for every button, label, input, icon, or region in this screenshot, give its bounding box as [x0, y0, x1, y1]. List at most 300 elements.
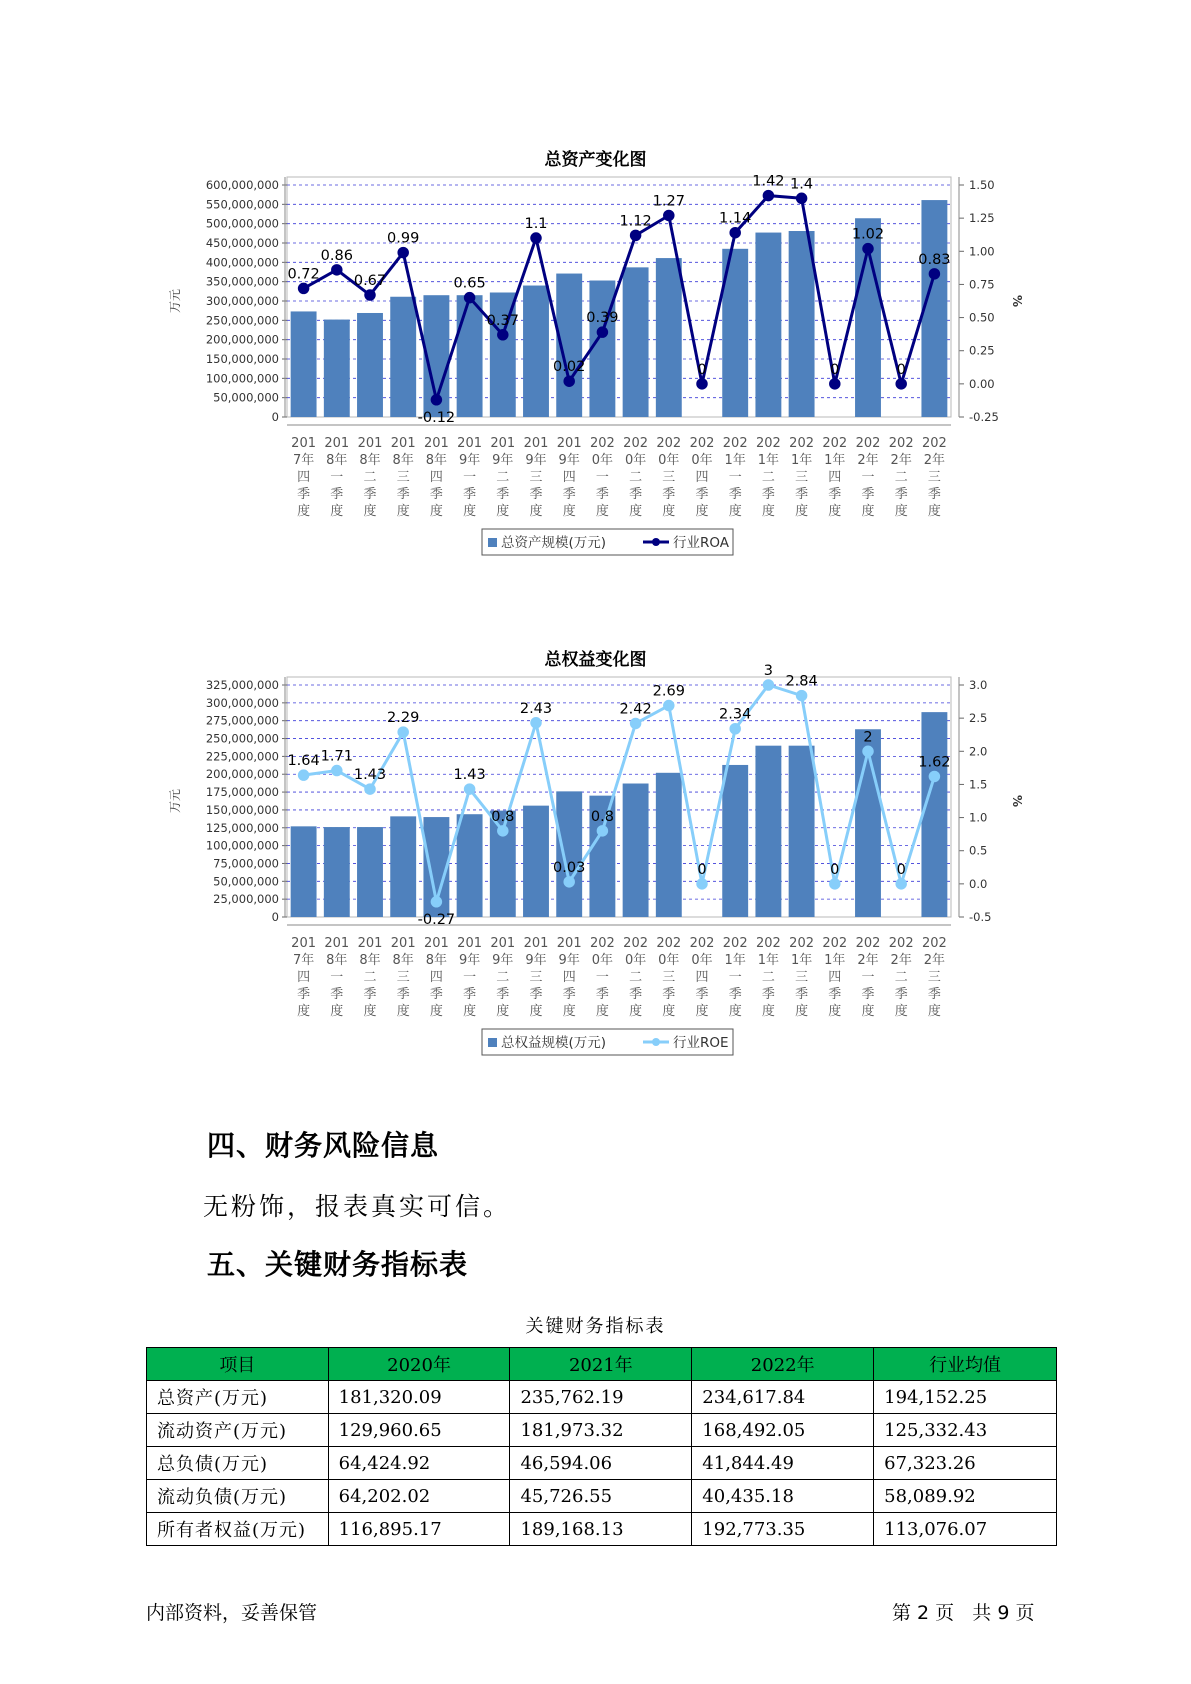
y-tick-label-right: 0.75 [969, 277, 995, 292]
bar [357, 827, 383, 917]
x-tick-label: 8年 [359, 953, 381, 968]
x-tick-label: 季 [396, 487, 410, 502]
line-point [365, 290, 375, 300]
x-tick-label: 四 [297, 470, 311, 485]
x-tick-label: 度 [761, 1004, 775, 1019]
x-tick-label: 季 [695, 487, 709, 502]
y-tick-label-left: 250,000,000 [205, 313, 279, 328]
x-tick-label: 二 [629, 970, 643, 985]
x-tick-label: 201 [457, 436, 483, 451]
x-tick-label: 三 [396, 970, 410, 985]
bar [291, 311, 317, 417]
x-tick-label: 四 [828, 970, 842, 985]
chart-title-total-assets: 总资产变化图 [544, 150, 647, 170]
x-tick-label: 四 [828, 470, 842, 485]
line-point [797, 691, 807, 701]
x-tick-label: 度 [297, 1004, 311, 1019]
y-tick-label-left: 150,000,000 [205, 352, 279, 366]
x-tick-label: 度 [761, 504, 775, 519]
x-tick-label: 季 [927, 987, 941, 1002]
section-heading-key-indicators: 五、关键财务指标表 [207, 1248, 469, 1281]
x-tick-label: 季 [795, 487, 809, 502]
x-tick-label: 二 [894, 470, 908, 485]
data-label: 1.43 [353, 767, 387, 784]
x-tick-label: 9年 [525, 453, 547, 468]
y-tick-label-left: 50,000,000 [213, 874, 279, 889]
line-point [597, 826, 607, 836]
x-tick-label: 一 [595, 970, 609, 985]
x-tick-label: 9年 [492, 453, 514, 468]
x-tick-label: 0年 [658, 953, 680, 968]
data-label: 0.02 [553, 359, 586, 376]
x-tick-label: 一 [463, 970, 477, 985]
x-tick-label: 201 [556, 436, 582, 451]
x-tick-label: 一 [861, 470, 875, 485]
y-tick-label-left: 225,000,000 [205, 749, 279, 764]
data-label: 1.64 [287, 753, 320, 770]
y-tick-label-left: 275,000,000 [205, 713, 279, 728]
legend-bar-swatch [488, 538, 497, 547]
x-tick-label: 三 [927, 970, 941, 985]
x-tick-label: 二 [496, 470, 510, 485]
x-tick-label: 度 [529, 504, 543, 519]
y-tick-label-left: 100,000,000 [205, 371, 279, 386]
line-point [531, 718, 541, 728]
x-tick-label: 季 [396, 987, 410, 1002]
bar [390, 297, 416, 417]
x-tick-label: 0年 [624, 953, 647, 968]
x-tick-label: 8年 [425, 453, 448, 468]
bar [623, 267, 649, 417]
x-tick-label: 一 [728, 970, 742, 985]
data-label: 2.34 [719, 706, 752, 723]
x-tick-label: 201 [357, 436, 383, 451]
y-axis-label-left: 万元 [168, 788, 182, 814]
x-tick-label: 2年 [890, 453, 912, 468]
y-axis-label-right: % [1010, 794, 1024, 808]
data-label: 1.4 [790, 176, 814, 193]
x-tick-label: 三 [529, 970, 543, 985]
y-tick-label-left: 325,000,000 [205, 678, 279, 692]
line-point [697, 879, 707, 889]
x-tick-label: 四 [562, 470, 576, 485]
data-label: 0.83 [918, 251, 951, 268]
data-label: 1.1 [524, 216, 548, 233]
x-tick-label: 四 [695, 970, 709, 985]
cell-value: 64,424.92 [328, 1447, 510, 1480]
x-tick-label: 201 [490, 936, 516, 951]
x-tick-label: 度 [695, 504, 709, 519]
x-tick-label: 202 [888, 436, 914, 451]
x-tick-label: 度 [396, 504, 410, 519]
y-axis-label-left: 万元 [168, 288, 182, 314]
x-tick-label: 度 [695, 1004, 709, 1019]
cell-value: 192,773.35 [692, 1513, 874, 1546]
line-point [465, 784, 475, 794]
legend-bar-swatch [488, 1038, 497, 1047]
y-tick-label-left: 50,000,000 [213, 390, 279, 405]
header-industry-average: 行业均值 [874, 1348, 1057, 1381]
y-tick-label-right: 0.00 [969, 376, 995, 391]
x-tick-label: 0年 [691, 953, 713, 968]
cell-value: 113,076.07 [874, 1513, 1057, 1546]
line-point [896, 379, 906, 389]
x-tick-label: 二 [761, 970, 775, 985]
x-tick-label: 一 [463, 470, 477, 485]
bar [789, 746, 815, 917]
data-label: 2.42 [619, 701, 652, 718]
line-point [365, 784, 375, 794]
line-point [631, 718, 641, 728]
bar [656, 773, 682, 917]
x-tick-label: 7年 [292, 453, 315, 468]
key-financial-table [146, 1347, 1057, 1546]
x-tick-label: 9年 [458, 953, 481, 968]
bar [623, 784, 649, 917]
bar [324, 320, 350, 417]
line-point [564, 877, 574, 887]
legend-line-marker [652, 538, 660, 546]
x-tick-label: 8年 [392, 453, 414, 468]
bar [324, 827, 350, 917]
data-label: 1.14 [719, 210, 752, 227]
bar [556, 791, 582, 917]
x-tick-label: 2年 [857, 953, 879, 968]
x-tick-label: 度 [828, 1004, 842, 1019]
x-tick-label: 度 [496, 504, 510, 519]
x-tick-label: 202 [589, 936, 615, 951]
data-label: 0 [830, 361, 840, 378]
x-tick-label: 度 [297, 504, 311, 519]
y-axis-label-right: % [1010, 294, 1024, 308]
x-tick-label: 季 [529, 487, 543, 502]
y-tick-label-right: 1.5 [969, 777, 988, 792]
footer-confidential-note: 内部资料，妥善保管 [146, 1602, 318, 1624]
y-tick-label-left: 350,000,000 [205, 274, 279, 289]
data-label: 1.62 [918, 754, 951, 771]
y-tick-label-right: 1.00 [969, 244, 995, 259]
x-tick-label: 季 [595, 487, 609, 502]
data-label: 2.69 [652, 683, 685, 700]
y-tick-label-left: 75,000,000 [213, 856, 279, 871]
y-tick-label-left: 0 [271, 910, 279, 924]
cell-value: 67,323.26 [874, 1447, 1057, 1480]
x-tick-label: 季 [662, 487, 676, 502]
x-tick-label: 度 [463, 1004, 477, 1019]
y-tick-label-left: 400,000,000 [205, 255, 279, 270]
line-point [730, 228, 740, 238]
line-point [431, 897, 441, 907]
y-tick-label-left: 0 [271, 410, 279, 424]
table-row [147, 1414, 1057, 1447]
data-label: 0.8 [590, 808, 614, 825]
x-tick-label: 度 [927, 504, 941, 519]
x-tick-label: 度 [496, 1004, 510, 1019]
cell-value: 125,332.43 [874, 1414, 1057, 1447]
line-point [332, 766, 342, 776]
y-tick-label-right: 1.25 [969, 211, 995, 226]
table-header-row [147, 1348, 1057, 1381]
x-tick-label: 季 [463, 987, 477, 1002]
x-tick-label: 二 [761, 470, 775, 485]
x-tick-label: 季 [330, 487, 344, 502]
x-tick-label: 1年 [790, 453, 813, 468]
x-tick-label: 202 [722, 436, 748, 451]
y-tick-label-right: -0.25 [969, 410, 999, 424]
line-point [697, 379, 707, 389]
bar [357, 313, 383, 417]
data-label: 0 [896, 361, 906, 378]
table-row [147, 1513, 1057, 1546]
data-label: 2.84 [785, 673, 818, 690]
x-tick-label: 三 [396, 470, 410, 485]
x-tick-label: 201 [291, 936, 317, 951]
legend-line-marker [652, 1038, 660, 1046]
data-label: 1.02 [851, 226, 885, 243]
data-label: 0.8 [491, 808, 515, 825]
y-tick-label-right: 1.0 [969, 810, 988, 825]
cell-value: 189,168.13 [510, 1513, 692, 1546]
x-tick-label: 度 [562, 1004, 576, 1019]
x-tick-label: 季 [529, 987, 543, 1002]
x-tick-label: 度 [894, 504, 908, 519]
x-tick-label: 1年 [757, 953, 780, 968]
x-tick-label: 季 [297, 987, 311, 1002]
y-tick-label-left: 500,000,000 [205, 216, 279, 231]
y-tick-label-right: 0.25 [969, 343, 995, 358]
x-tick-label: 0年 [591, 453, 614, 468]
line-point [763, 191, 773, 201]
x-tick-label: 2年 [857, 453, 879, 468]
x-tick-label: 202 [822, 936, 848, 951]
x-tick-label: 1年 [724, 453, 746, 468]
financial-risk-text: 无粉饰，报表真实可信。 [203, 1192, 512, 1221]
cell-value: 234,617.84 [692, 1381, 874, 1414]
x-tick-label: 一 [330, 970, 344, 985]
bar [755, 233, 781, 417]
table-caption: 关键财务指标表 [525, 1316, 666, 1337]
x-tick-label: 度 [363, 504, 377, 519]
x-tick-label: 三 [795, 470, 809, 485]
x-tick-label: 度 [861, 504, 875, 519]
x-tick-label: 季 [297, 487, 311, 502]
x-tick-label: 度 [861, 1004, 875, 1019]
x-tick-label: 1年 [824, 453, 846, 468]
x-tick-label: 1年 [790, 953, 813, 968]
x-tick-label: 201 [457, 936, 483, 951]
cell-value: 181,320.09 [328, 1381, 510, 1414]
x-tick-label: 202 [623, 936, 649, 951]
data-label: 1.27 [652, 193, 685, 210]
data-label: 0.03 [553, 859, 586, 876]
data-label: -0.12 [417, 409, 456, 426]
x-tick-label: 季 [761, 487, 775, 502]
data-label: 1.71 [320, 748, 353, 765]
bar [457, 814, 483, 917]
x-tick-label: 二 [363, 470, 377, 485]
x-tick-label: 二 [894, 970, 908, 985]
x-tick-label: 2年 [923, 953, 946, 968]
line-point [929, 771, 939, 781]
legend-line-label: 行业ROE [673, 1035, 729, 1051]
data-label: 0 [830, 861, 840, 878]
y-tick-label-left: 25,000,000 [213, 892, 279, 907]
cell-value: 64,202.02 [328, 1480, 510, 1513]
x-tick-label: 度 [396, 1004, 410, 1019]
line-point [664, 701, 674, 711]
data-label: 3 [763, 663, 774, 679]
x-tick-label: 三 [927, 470, 941, 485]
x-tick-label: 201 [324, 436, 350, 451]
cell-value: 129,960.65 [328, 1414, 510, 1447]
x-tick-label: 季 [728, 987, 742, 1002]
table-row [147, 1480, 1057, 1513]
header-2020: 2020年 [328, 1348, 510, 1381]
y-tick-label-left: 150,000,000 [205, 802, 279, 817]
x-tick-label: 201 [390, 936, 416, 951]
x-tick-label: 0年 [624, 453, 647, 468]
cell-value: 41,844.49 [692, 1447, 874, 1480]
line-point [929, 269, 939, 279]
data-label: 0.67 [353, 273, 387, 290]
x-tick-label: 二 [496, 970, 510, 985]
x-tick-label: 9年 [525, 953, 547, 968]
x-tick-label: 8年 [326, 953, 348, 968]
x-tick-label: 三 [795, 970, 809, 985]
x-tick-label: 202 [589, 436, 615, 451]
line-point [730, 724, 740, 734]
x-tick-label: 三 [529, 470, 543, 485]
x-tick-label: 202 [623, 436, 649, 451]
y-tick-label-right: 0.0 [969, 876, 988, 891]
row-label: 总负债(万元) [147, 1447, 329, 1480]
x-tick-label: 四 [429, 470, 443, 485]
x-tick-label: 8年 [359, 453, 381, 468]
x-tick-label: 202 [855, 436, 881, 451]
legend-bar-label: 总权益规模(万元) [501, 1035, 607, 1051]
x-tick-label: 季 [496, 487, 510, 502]
x-tick-label: 季 [629, 987, 643, 1002]
x-tick-label: 度 [429, 1004, 443, 1019]
data-label: 0.72 [287, 266, 320, 283]
x-tick-label: 季 [861, 487, 875, 502]
x-tick-label: 202 [722, 936, 748, 951]
line-point [332, 265, 342, 275]
x-tick-label: 季 [861, 987, 875, 1002]
x-tick-label: 度 [927, 1004, 941, 1019]
x-tick-label: 度 [795, 504, 809, 519]
y-tick-label-left: 200,000,000 [205, 332, 279, 347]
line-point [863, 244, 873, 254]
line-point [564, 376, 574, 386]
x-tick-label: 9年 [558, 453, 580, 468]
x-tick-label: 202 [755, 936, 781, 951]
x-tick-label: 1年 [824, 953, 846, 968]
header-item: 项目 [147, 1348, 329, 1381]
line-point [830, 879, 840, 889]
y-tick-label-right: 2.0 [969, 744, 988, 759]
x-tick-label: 8年 [425, 953, 448, 968]
x-tick-label: 季 [363, 487, 377, 502]
x-tick-label: 度 [662, 504, 676, 519]
x-tick-label: 季 [894, 487, 908, 502]
x-tick-label: 季 [463, 487, 477, 502]
cell-value: 168,492.05 [692, 1414, 874, 1447]
row-label: 所有者权益(万元) [147, 1513, 329, 1546]
y-tick-label-right: 0.5 [969, 843, 988, 858]
x-tick-label: 202 [855, 936, 881, 951]
data-label: 1.42 [752, 173, 785, 190]
footer-page-number: 第 2 页 共 9 页 [892, 1602, 1035, 1624]
total-equity-chart [0, 645, 1191, 1095]
header-2021: 2021年 [510, 1348, 692, 1381]
x-tick-label: 四 [562, 970, 576, 985]
y-tick-label-right: -0.5 [969, 910, 992, 924]
x-tick-label: 度 [629, 1004, 643, 1019]
line-point [498, 330, 508, 340]
data-label: 0.65 [453, 275, 486, 292]
x-tick-label: 季 [363, 987, 377, 1002]
line-point [763, 680, 773, 690]
x-tick-label: 0年 [658, 453, 680, 468]
x-tick-label: 季 [695, 987, 709, 1002]
data-label: 0 [697, 361, 707, 378]
data-label: 0.86 [320, 247, 353, 264]
x-tick-label: 度 [728, 504, 742, 519]
data-label: 1.43 [453, 767, 486, 784]
x-tick-label: 度 [363, 1004, 377, 1019]
row-label: 总资产(万元) [147, 1381, 329, 1414]
y-tick-label-left: 450,000,000 [205, 236, 279, 250]
x-tick-label: 度 [463, 504, 477, 519]
x-tick-label: 201 [324, 936, 350, 951]
x-tick-label: 202 [656, 436, 682, 451]
bar [722, 765, 748, 917]
data-label: 2 [863, 729, 873, 746]
line-point [431, 395, 441, 405]
bar [457, 295, 483, 417]
x-tick-label: 202 [888, 936, 914, 951]
x-tick-label: 二 [363, 970, 377, 985]
y-tick-label-left: 600,000,000 [205, 178, 279, 192]
line-point [597, 327, 607, 337]
table-row [147, 1447, 1057, 1480]
x-tick-label: 季 [927, 487, 941, 502]
bar [789, 231, 815, 417]
y-tick-label-left: 100,000,000 [205, 838, 279, 853]
x-tick-label: 201 [291, 436, 317, 451]
x-tick-label: 季 [429, 987, 443, 1002]
x-tick-label: 度 [595, 1004, 609, 1019]
x-tick-label: 度 [595, 504, 609, 519]
bar [589, 281, 615, 417]
x-tick-label: 四 [297, 970, 311, 985]
x-tick-label: 9年 [492, 953, 514, 968]
cell-value: 181,973.32 [510, 1414, 692, 1447]
x-tick-label: 度 [795, 1004, 809, 1019]
line-point [398, 727, 408, 737]
y-tick-label-left: 300,000,000 [205, 294, 279, 308]
data-label: 0.39 [586, 310, 619, 327]
y-tick-label-left: 200,000,000 [205, 767, 279, 782]
legend-line-label: 行业ROA [673, 535, 730, 551]
x-tick-label: 0年 [691, 453, 713, 468]
bar [656, 258, 682, 417]
x-tick-label: 三 [662, 470, 676, 485]
line-point [896, 879, 906, 889]
line-point [398, 248, 408, 258]
cell-value: 116,895.17 [328, 1513, 510, 1546]
